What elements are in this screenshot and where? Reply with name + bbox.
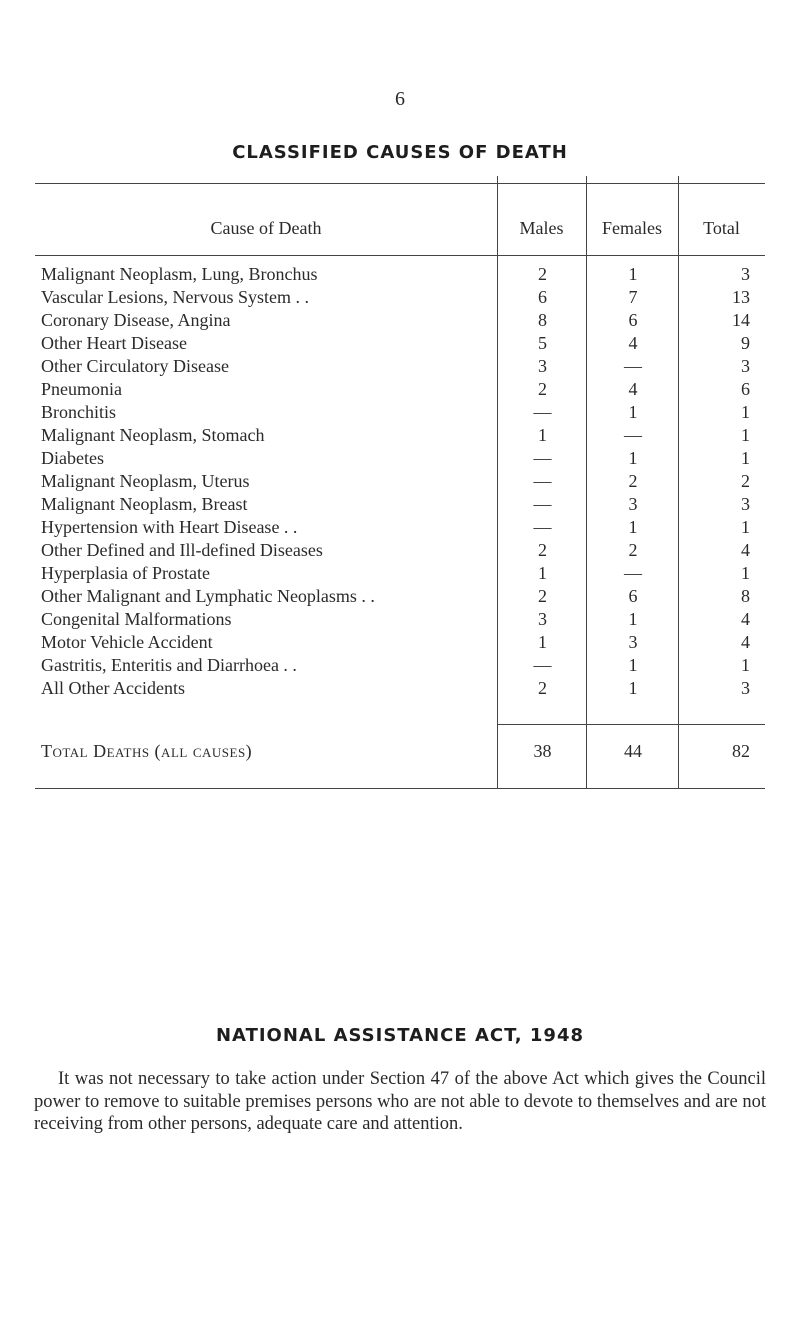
table-row: Other Circulatory Disease . . . . 3 — 3 xyxy=(41,356,750,376)
table-row: Gastritis, Enteritis and Diarrhoea . . . . — 1 1 xyxy=(41,655,750,675)
males-cell: — xyxy=(533,517,552,537)
total-cell: 3 xyxy=(741,264,750,284)
cause-cell: Other Malignant and Lymphatic Neoplasms . . xyxy=(41,586,379,606)
total-cell: 1 xyxy=(741,448,750,468)
table-row: Malignant Neoplasm, Lung, Bronchus . . 2 1 3 xyxy=(41,264,750,284)
total-males-cell: 38 xyxy=(533,741,552,761)
table-row: Diabetes . . . . . . . . — 1 1 xyxy=(41,448,750,468)
males-cell: — xyxy=(533,494,552,514)
cause-cell: Bronchitis xyxy=(41,402,120,422)
females-cell: — xyxy=(624,425,642,445)
males-cell: 8 xyxy=(538,310,547,330)
cause-cell: Vascular Lesions, Nervous System . . xyxy=(41,287,313,307)
table-row: Hyperplasia of Prostate . . . . . . 1 — 1 xyxy=(41,563,750,583)
females-cell: 4 xyxy=(628,379,638,399)
cause-cell: Diabetes xyxy=(41,448,108,468)
page-title: CLASSIFIED CAUSES OF DEATH xyxy=(232,142,568,163)
males-cell: 6 xyxy=(538,287,547,307)
table-row xyxy=(35,585,765,608)
males-cell: 2 xyxy=(538,540,547,560)
table-row: Vascular Lesions, Nervous System . . . . 6 7 13 xyxy=(41,287,750,307)
section-heading: NATIONAL ASSISTANCE ACT, 1948 xyxy=(215,1025,585,1046)
table-row: Malignant Neoplasm, Breast . . . . — 3 3 xyxy=(41,494,750,514)
header-females: Females xyxy=(602,218,662,238)
females-cell: 7 xyxy=(628,287,638,307)
total-cell: 1 xyxy=(741,517,750,537)
header-total: Total xyxy=(703,218,740,238)
cause-cell: All Other Accidents xyxy=(41,678,189,698)
females-cell: 1 xyxy=(628,517,638,537)
cause-cell: Hyperplasia of Prostate xyxy=(41,563,214,583)
females-cell: — xyxy=(624,356,642,376)
cause-cell: Hypertension with Heart Disease . . xyxy=(41,517,301,537)
cause-cell: Gastritis, Enteritis and Diarrhoea . . xyxy=(41,655,301,675)
females-cell: 6 xyxy=(628,586,638,606)
males-cell: 2 xyxy=(538,586,547,606)
page-number: 6 xyxy=(395,88,405,110)
table-row: Other Heart Disease . . . . . . 5 4 9 xyxy=(41,333,750,353)
table-row: Motor Vehicle Accident . . . . . . 1 3 4 xyxy=(41,632,750,652)
total-cell: 4 xyxy=(741,540,750,560)
header-bottom-rule xyxy=(35,255,765,256)
males-cell: 5 xyxy=(538,333,547,353)
table-bottom-rule xyxy=(35,788,765,789)
females-cell: 1 xyxy=(628,609,638,629)
males-cell: — xyxy=(533,655,552,675)
cause-cell: Other Circulatory Disease xyxy=(41,356,233,376)
total-cell: 1 xyxy=(741,402,750,422)
header-cause: Cause of Death xyxy=(210,218,322,238)
males-cell: 3 xyxy=(538,356,547,376)
total-females-cell: 44 xyxy=(624,741,642,761)
header-males: Males xyxy=(519,218,564,238)
females-cell: 1 xyxy=(628,678,638,698)
total-cell: 8 xyxy=(741,586,750,606)
total-cell: 2 xyxy=(741,471,750,491)
males-cell: 2 xyxy=(538,264,547,284)
table-top-rule xyxy=(35,183,765,184)
females-cell: 2 xyxy=(628,540,638,560)
females-cell: 1 xyxy=(628,402,638,422)
cause-cell: Malignant Neoplasm, Breast xyxy=(41,494,251,514)
females-cell: 6 xyxy=(628,310,638,330)
causes-of-death-table xyxy=(35,176,765,790)
cause-cell: Other Defined and Ill-defined Diseases xyxy=(41,540,327,560)
total-cell: 13 xyxy=(732,287,750,307)
males-cell: 3 xyxy=(538,609,547,629)
total-cell: 1 xyxy=(741,655,750,675)
total-cell: 4 xyxy=(741,632,750,652)
males-cell: 2 xyxy=(538,678,547,698)
males-cell: 1 xyxy=(538,632,547,652)
table-row: Bronchitis . . . . . . . . — 1 1 xyxy=(41,402,750,422)
females-cell: 1 xyxy=(628,655,638,675)
table-row: Malignant Neoplasm, Uterus . . . . — 2 2 xyxy=(41,471,750,491)
total-cell: 3 xyxy=(741,494,750,514)
females-cell: 3 xyxy=(628,494,638,514)
table-row: Coronary Disease, Angina . . . . 8 6 14 xyxy=(41,310,750,330)
table-row: Malignant Neoplasm, Stomach . . . . 1 — 1 xyxy=(41,425,750,445)
total-total-cell: 82 xyxy=(732,741,750,761)
cause-cell: Coronary Disease, Angina xyxy=(41,310,234,330)
males-cell: 1 xyxy=(538,425,547,445)
total-cell: 3 xyxy=(741,356,750,376)
total-top-rule xyxy=(497,724,765,725)
total-row: Total Deaths (all causes) . . . . 38 44 82 xyxy=(41,741,750,761)
cause-cell: Other Heart Disease xyxy=(41,333,191,353)
females-cell: 2 xyxy=(628,471,638,491)
cause-cell: Motor Vehicle Accident xyxy=(41,632,217,652)
total-cell: 3 xyxy=(741,678,750,698)
cause-cell: Malignant Neoplasm, Uterus xyxy=(41,471,253,491)
females-cell: — xyxy=(624,563,642,583)
total-cell: 4 xyxy=(741,609,750,629)
females-cell: 3 xyxy=(628,632,638,652)
females-cell: 1 xyxy=(628,448,638,468)
table-row: Pneumonia . . . . . . . . 2 4 6 xyxy=(41,379,750,399)
females-cell: 1 xyxy=(628,264,638,284)
total-cell: 1 xyxy=(741,425,750,445)
males-cell: — xyxy=(533,402,552,422)
total-cell: 9 xyxy=(741,333,750,353)
total-cell: 6 xyxy=(741,379,750,399)
total-cell: 1 xyxy=(741,563,750,583)
males-cell: 2 xyxy=(538,379,547,399)
table-row: Congenital Malformations . . . . 3 1 4 xyxy=(41,609,750,629)
table-row: Hypertension with Heart Disease . . . . — 1 1 xyxy=(41,517,750,537)
males-cell: 1 xyxy=(538,563,547,583)
body-paragraph: It was not necessary to take action under Section 47 of the above Act which gives the Council power to remove to suitable premises persons who are not able to devote to themselves and are not receiving from other persons, adequate care and attention. xyxy=(34,1069,766,1134)
cause-cell: Malignant Neoplasm, Stomach xyxy=(41,425,268,445)
cause-cell: Congenital Malformations xyxy=(41,609,235,629)
cause-cell: Malignant Neoplasm, Lung, Bronchus xyxy=(41,264,321,284)
males-cell: — xyxy=(533,471,552,491)
total-label: Total Deaths (all causes) xyxy=(41,741,256,761)
table-row: Other Defined and Ill-defined Diseases . . 2 2 4 xyxy=(41,540,750,560)
females-cell: 4 xyxy=(628,333,638,353)
total-cell: 14 xyxy=(732,310,750,330)
table-row: All Other Accidents . . . . . . 2 1 3 xyxy=(41,678,750,698)
males-cell: — xyxy=(533,448,552,468)
cause-cell: Pneumonia xyxy=(41,379,126,399)
